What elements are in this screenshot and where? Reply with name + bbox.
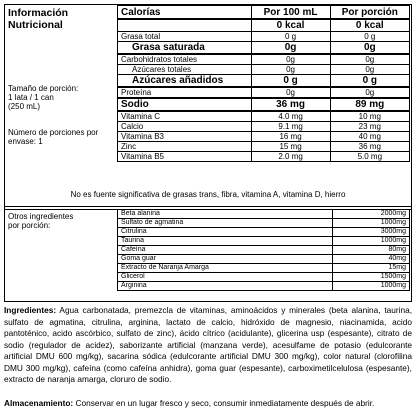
other-ingredient-name: Glicerol <box>118 273 333 282</box>
other-ingredient-amount: 1000mg <box>333 282 410 291</box>
nutrition-row <box>118 65 410 75</box>
other-ingredient-name: Citrulina <box>118 228 333 237</box>
nutrient-name: Grasa total <box>118 32 252 42</box>
title-line-1: Información <box>8 7 69 19</box>
nutrition-table <box>117 5 410 162</box>
other-line-1: Otros ingredientes <box>8 212 74 221</box>
value-per-serving: 36 mg <box>330 142 409 152</box>
storage-paragraph <box>4 398 412 410</box>
title-line-2: Nutricional <box>8 19 63 31</box>
other-ingredient-row <box>118 273 410 282</box>
other-ingredient-amount: 40mg <box>333 255 410 264</box>
value-per-serving: 0 kcal <box>330 19 409 32</box>
value-per-serving: 23 mg <box>330 122 409 132</box>
nutrient-name: Vitamina B3 <box>118 132 252 142</box>
nutrient-name: Carbohidratos totales <box>118 54 252 65</box>
value-per-serving: 0 g <box>330 75 409 88</box>
value-per-100ml: 0 kcal <box>251 19 330 32</box>
nutrient-name: Proteína <box>118 87 252 98</box>
other-ingredient-name: Taurina <box>118 237 333 246</box>
nutrient-name: Azúcares totales <box>118 65 252 75</box>
header-per-serving: Por porción <box>330 6 409 20</box>
nutrition-row <box>118 132 410 142</box>
other-ingredients-table <box>117 209 410 291</box>
value-per-serving: 0g <box>330 65 409 75</box>
other-ingredients-title <box>8 212 73 230</box>
value-per-100ml: 0g <box>251 87 330 98</box>
other-ingredient-row <box>118 210 410 219</box>
nutrition-title <box>8 7 68 31</box>
value-per-serving: 0g <box>330 87 409 98</box>
serving-line-3: (250 mL) <box>8 102 41 111</box>
nutrition-row <box>118 32 410 42</box>
other-ingredient-row <box>118 228 410 237</box>
ingredients-paragraph <box>4 305 412 386</box>
value-per-100ml: 16 mg <box>251 132 330 142</box>
servings-per-container <box>8 128 98 146</box>
serving-size <box>8 84 78 111</box>
other-ingredient-row <box>118 255 410 264</box>
storage-label: Almacenamiento: <box>4 398 74 408</box>
other-ingredient-amount: 1000mg <box>333 219 410 228</box>
value-per-serving: 0g <box>330 54 409 65</box>
other-ingredient-row <box>118 282 410 291</box>
other-ingredient-amount: 1500mg <box>333 273 410 282</box>
value-per-100ml: 0 g <box>251 32 330 42</box>
nutrient-name <box>118 19 252 32</box>
value-per-100ml: 9.1 mg <box>251 122 330 132</box>
serving-line-1: Tamaño de porción: <box>8 84 79 93</box>
other-ingredient-row <box>118 246 410 255</box>
value-per-100ml: 36 mg <box>251 98 330 111</box>
nutrition-row <box>118 54 410 65</box>
value-per-serving: 10 mg <box>330 111 409 122</box>
other-ingredient-name: Extracto de Naranja Amarga <box>118 264 333 273</box>
value-per-100ml: 0g <box>251 65 330 75</box>
serving-line-2: 1 lata / 1 can <box>8 93 54 102</box>
nutrition-row <box>118 42 410 55</box>
nutrient-name: Sodio <box>118 98 252 111</box>
other-ingredient-row <box>118 219 410 228</box>
other-ingredient-name: Sulfato de agmatina <box>118 219 333 228</box>
nutrition-row <box>118 142 410 152</box>
storage-text: Conservar en un lugar fresco y seco, consumir inmediatamente después de abrir. <box>73 398 375 408</box>
ingredients-label: Ingredientes: <box>4 305 57 315</box>
nutrient-name: Azúcares añadidos <box>118 75 252 88</box>
nutrition-row <box>118 122 410 132</box>
nutrition-header-row <box>118 6 410 20</box>
value-per-serving: 89 mg <box>330 98 409 111</box>
nutrient-name: Calcio <box>118 122 252 132</box>
value-per-serving: 5.0 mg <box>330 152 409 162</box>
value-per-100ml: 2.0 mg <box>251 152 330 162</box>
other-ingredient-amount: 15mg <box>333 264 410 273</box>
servings-line-1: Número de porciones por <box>8 128 99 137</box>
nutrient-name: Vitamina B5 <box>118 152 252 162</box>
nutrient-name: Grasa saturada <box>118 42 252 55</box>
other-ingredient-name: Beta alanina <box>118 210 333 219</box>
value-per-100ml: 0 g <box>251 75 330 88</box>
ingredients-text: Agua carbonatada, premezcla de vitaminas, aminoácidos y minerales (beta alanina, taurina, sulfato de agmatina, citrulina, arginina, lactato de calcio, hidróxido de magnesio, niacinamida, acido pantoténico, acido ascórbico, sulfato de zinc), ácido cítrico (acidulante), glicerina usp (espesante), citrato de sodio (regulador de acidez), saborizante artificial (manzana verde), acesulfame de potasio (edulcorante artificial DMU 600 mg/kg), sacarina sódica (edulcorante artificial DMU 300 mg/kg), color natural (clorofilina DMU 300 mg/kg), cafeína (como cafeína anhidra), goma guar (espesante), carboximetilcelulosa (espesante), extracto de naranja amarga, cloruro de sodio. <box>4 305 412 384</box>
other-ingredient-row <box>118 264 410 273</box>
value-per-serving: 0 g <box>330 32 409 42</box>
nutrition-row <box>118 75 410 88</box>
footnote: No es fuente significativa de grasas trans, fibra, vitamina A, vitamina D, hierro <box>70 190 346 199</box>
nutrition-row <box>118 111 410 122</box>
nutrition-row <box>118 19 410 32</box>
header-calories: Calorías <box>118 6 252 20</box>
value-per-100ml: 4.0 mg <box>251 111 330 122</box>
value-per-serving: 0g <box>330 42 409 55</box>
header-per-100ml: Por 100 mL <box>251 6 330 20</box>
other-ingredient-amount: 3000mg <box>333 228 410 237</box>
other-ingredient-name: Arginina <box>118 282 333 291</box>
other-line-2: por porción: <box>8 221 51 230</box>
other-ingredient-amount: 1000mg <box>333 237 410 246</box>
value-per-100ml: 0g <box>251 42 330 55</box>
nutrient-name: Vitamina C <box>118 111 252 122</box>
value-per-serving: 40 mg <box>330 132 409 142</box>
servings-line-2: envase: 1 <box>8 137 43 146</box>
value-per-100ml: 0g <box>251 54 330 65</box>
other-ingredient-name: Cafeína <box>118 246 333 255</box>
nutrient-name: Zinc <box>118 142 252 152</box>
nutrition-row <box>118 98 410 111</box>
other-ingredient-name: Goma guar <box>118 255 333 264</box>
nutrition-row <box>118 152 410 162</box>
other-ingredient-amount: 80mg <box>333 246 410 255</box>
other-ingredient-row <box>118 237 410 246</box>
other-ingredient-amount: 2000mg <box>333 210 410 219</box>
nutrition-row <box>118 87 410 98</box>
value-per-100ml: 15 mg <box>251 142 330 152</box>
